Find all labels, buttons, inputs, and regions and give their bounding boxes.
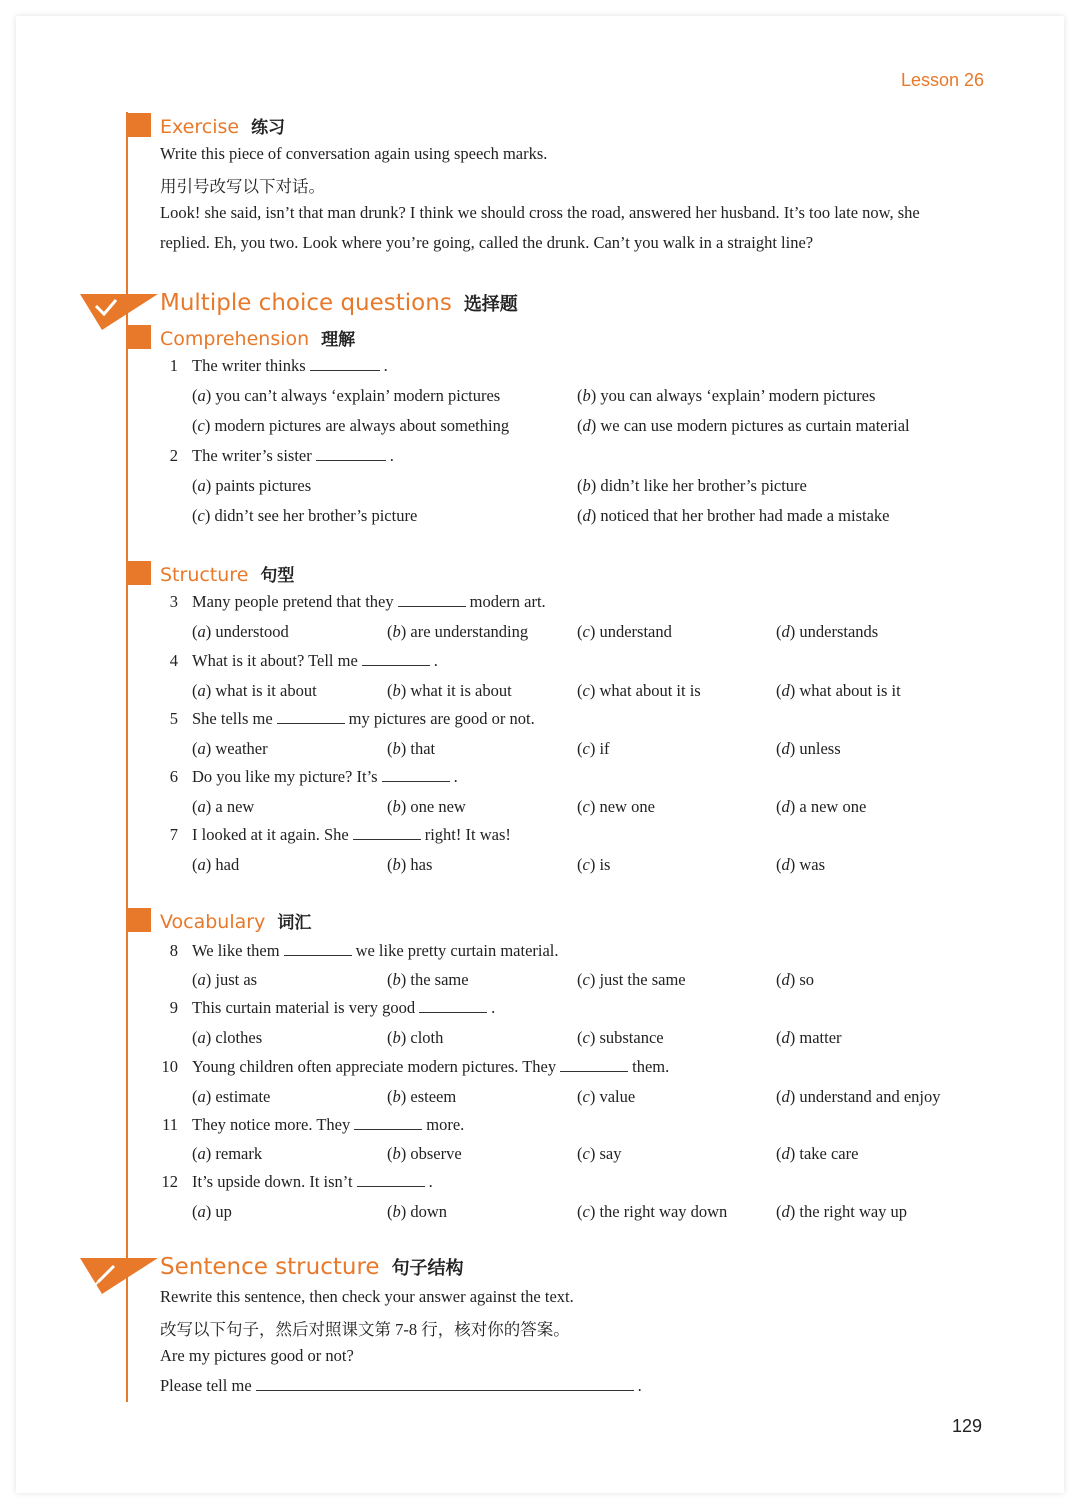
option-b[interactable]: (b) that [387, 739, 436, 758]
section-marker [127, 908, 151, 932]
option-a[interactable]: (a) paints pictures [192, 476, 312, 495]
question-text: Young children often appreciate modern pictures. They them. [192, 1057, 670, 1076]
option-a[interactable]: (a) up [192, 1202, 232, 1221]
option-b[interactable]: (b) observe [387, 1144, 462, 1163]
question-text: Many people pretend that they modern art. [192, 592, 546, 611]
option-c[interactable]: (c) understand [577, 622, 672, 641]
answer-blank[interactable] [382, 780, 450, 782]
mcq-heading: Multiple choice questions 选择题 [160, 290, 518, 316]
option-a[interactable]: (a) you can’t always ‘explain’ modern pictures [192, 386, 501, 405]
question-text: This curtain material is very good . [192, 998, 496, 1017]
option-b[interactable]: (b) esteem [387, 1087, 457, 1106]
question-text: Do you like my picture? It’s . [192, 767, 458, 786]
option-d[interactable]: (d) a new one [776, 797, 867, 816]
source-sentence: Are my pictures good or not? [160, 1346, 354, 1365]
answer-blank[interactable] [398, 605, 466, 607]
option-c[interactable]: (c) value [577, 1087, 636, 1106]
option-c[interactable]: (c) substance [577, 1028, 664, 1047]
question-text: We like them we like pretty curtain material. [192, 941, 559, 960]
option-a[interactable]: (a) estimate [192, 1087, 271, 1106]
option-d[interactable]: (d) so [776, 970, 815, 989]
exercise-instruction-zh: 用引号改写以下对话。 [160, 177, 325, 196]
option-d[interactable]: (d) matter [776, 1028, 842, 1047]
option-c[interactable]: (c) the right way down [577, 1202, 728, 1221]
question-number: 8 [169, 941, 178, 960]
answer-blank[interactable] [362, 664, 430, 666]
option-c[interactable]: (c) say [577, 1144, 622, 1163]
option-d[interactable]: (d) unless [776, 739, 841, 758]
option-c[interactable]: (c) new one [577, 797, 655, 816]
answer-blank[interactable] [419, 1011, 487, 1013]
option-c[interactable]: (c) is [577, 855, 611, 874]
vocabulary-heading: Vocabulary 词汇 [160, 911, 312, 933]
section-marker [127, 325, 151, 349]
question-text: She tells me my pictures are good or not. [192, 709, 535, 728]
question-text: I looked at it again. She right! It was! [192, 825, 511, 844]
answer-blank[interactable] [353, 838, 421, 840]
sentence-instruction-zh: 改写以下句子，然后对照课文第 7-8 行，核对你的答案。 [160, 1320, 570, 1339]
question-number: 10 [161, 1057, 178, 1076]
answer-blank[interactable] [354, 1128, 422, 1130]
exercise-instruction: Write this piece of conversation again using speech marks. [160, 144, 548, 163]
question-number: 6 [169, 767, 178, 786]
page-number: 129 [952, 1416, 983, 1436]
answer-blank[interactable] [560, 1070, 628, 1072]
option-b[interactable]: (b) one new [387, 797, 466, 816]
option-d[interactable]: (d) understand and enjoy [776, 1087, 941, 1106]
option-d[interactable]: (d) take care [776, 1144, 859, 1163]
option-c[interactable]: (c) just the same [577, 970, 686, 989]
option-a[interactable]: (a) weather [192, 739, 268, 758]
option-a[interactable]: (a) clothes [192, 1028, 263, 1047]
answer-blank[interactable] [316, 459, 386, 461]
option-b[interactable]: (b) has [387, 855, 433, 874]
question-number: 12 [161, 1172, 178, 1191]
question-number: 2 [169, 446, 178, 465]
question-number: 7 [169, 825, 178, 844]
answer-blank[interactable] [357, 1185, 425, 1187]
option-d[interactable]: (d) the right way up [776, 1202, 908, 1221]
option-a[interactable]: (a) what is it about [192, 681, 317, 700]
option-d[interactable]: (d) noticed that her brother had made a mistake [577, 506, 890, 525]
answer-blank[interactable] [256, 1389, 634, 1391]
question-number: 11 [162, 1115, 178, 1134]
option-a[interactable]: (a) remark [192, 1144, 263, 1163]
question-number: 4 [169, 651, 178, 670]
sentence-structure-heading: Sentence structure 句子结构 [160, 1254, 464, 1280]
comprehension-heading: Comprehension 理解 [160, 328, 356, 350]
sentence-instruction: Rewrite this sentence, then check your answer against the text. [160, 1287, 574, 1306]
option-d[interactable]: (d) we can use modern pictures as curtain material [577, 416, 910, 435]
option-d[interactable]: (d) understands [776, 622, 879, 641]
question-number: 1 [169, 356, 178, 375]
answer-blank[interactable] [284, 954, 352, 956]
pen-icon [80, 1256, 160, 1296]
option-b[interactable]: (b) cloth [387, 1028, 444, 1047]
option-c[interactable]: (c) modern pictures are always about something [192, 416, 510, 435]
question-text: The writer’s sister . [192, 446, 394, 465]
question-number: 9 [169, 998, 178, 1017]
question-text: It’s upside down. It isn’t . [192, 1172, 433, 1191]
option-d[interactable]: (d) was [776, 855, 826, 874]
option-c[interactable]: (c) didn’t see her brother’s picture [192, 506, 418, 525]
option-c[interactable]: (c) if [577, 739, 610, 758]
lesson-label: Lesson 26 [901, 70, 985, 90]
option-a[interactable]: (a) a new [192, 797, 255, 816]
option-a[interactable]: (a) just as [192, 970, 258, 989]
option-a[interactable]: (a) understood [192, 622, 289, 641]
answer-blank[interactable] [310, 369, 380, 371]
structure-heading: Structure 句型 [160, 564, 295, 586]
option-a[interactable]: (a) had [192, 855, 240, 874]
question-text: The writer thinks . [192, 356, 388, 375]
section-marker [127, 561, 151, 585]
question-text: What is it about? Tell me . [192, 651, 438, 670]
answer-blank[interactable] [277, 722, 345, 724]
exercise-heading: Exercise 练习 [160, 116, 286, 138]
option-c[interactable]: (c) what about it is [577, 681, 701, 700]
option-b[interactable]: (b) what it is about [387, 681, 512, 700]
section-marker [127, 113, 151, 137]
question-text: They notice more. They more. [192, 1115, 465, 1134]
option-b[interactable]: (b) down [387, 1202, 448, 1221]
question-number: 3 [169, 592, 178, 611]
option-b[interactable]: (b) didn’t like her brother’s picture [577, 476, 807, 495]
exercise-passage: Look! she said, isn’t that man drunk? I think we should cross the road, answered her husband. It’s too late now, she [160, 203, 920, 222]
question-number: 5 [169, 709, 178, 728]
option-b[interactable]: (b) you can always ‘explain’ modern pictures [577, 386, 876, 405]
option-b[interactable]: (b) the same [387, 970, 469, 989]
rewrite-prompt: Please tell me . [160, 1376, 642, 1395]
option-d[interactable]: (d) what about is it [776, 681, 901, 700]
option-b[interactable]: (b) are understanding [387, 622, 529, 641]
exercise-passage: replied. Eh, you two. Look where you’re going, called the drunk. Can’t you walk in a straight line? [160, 233, 814, 252]
